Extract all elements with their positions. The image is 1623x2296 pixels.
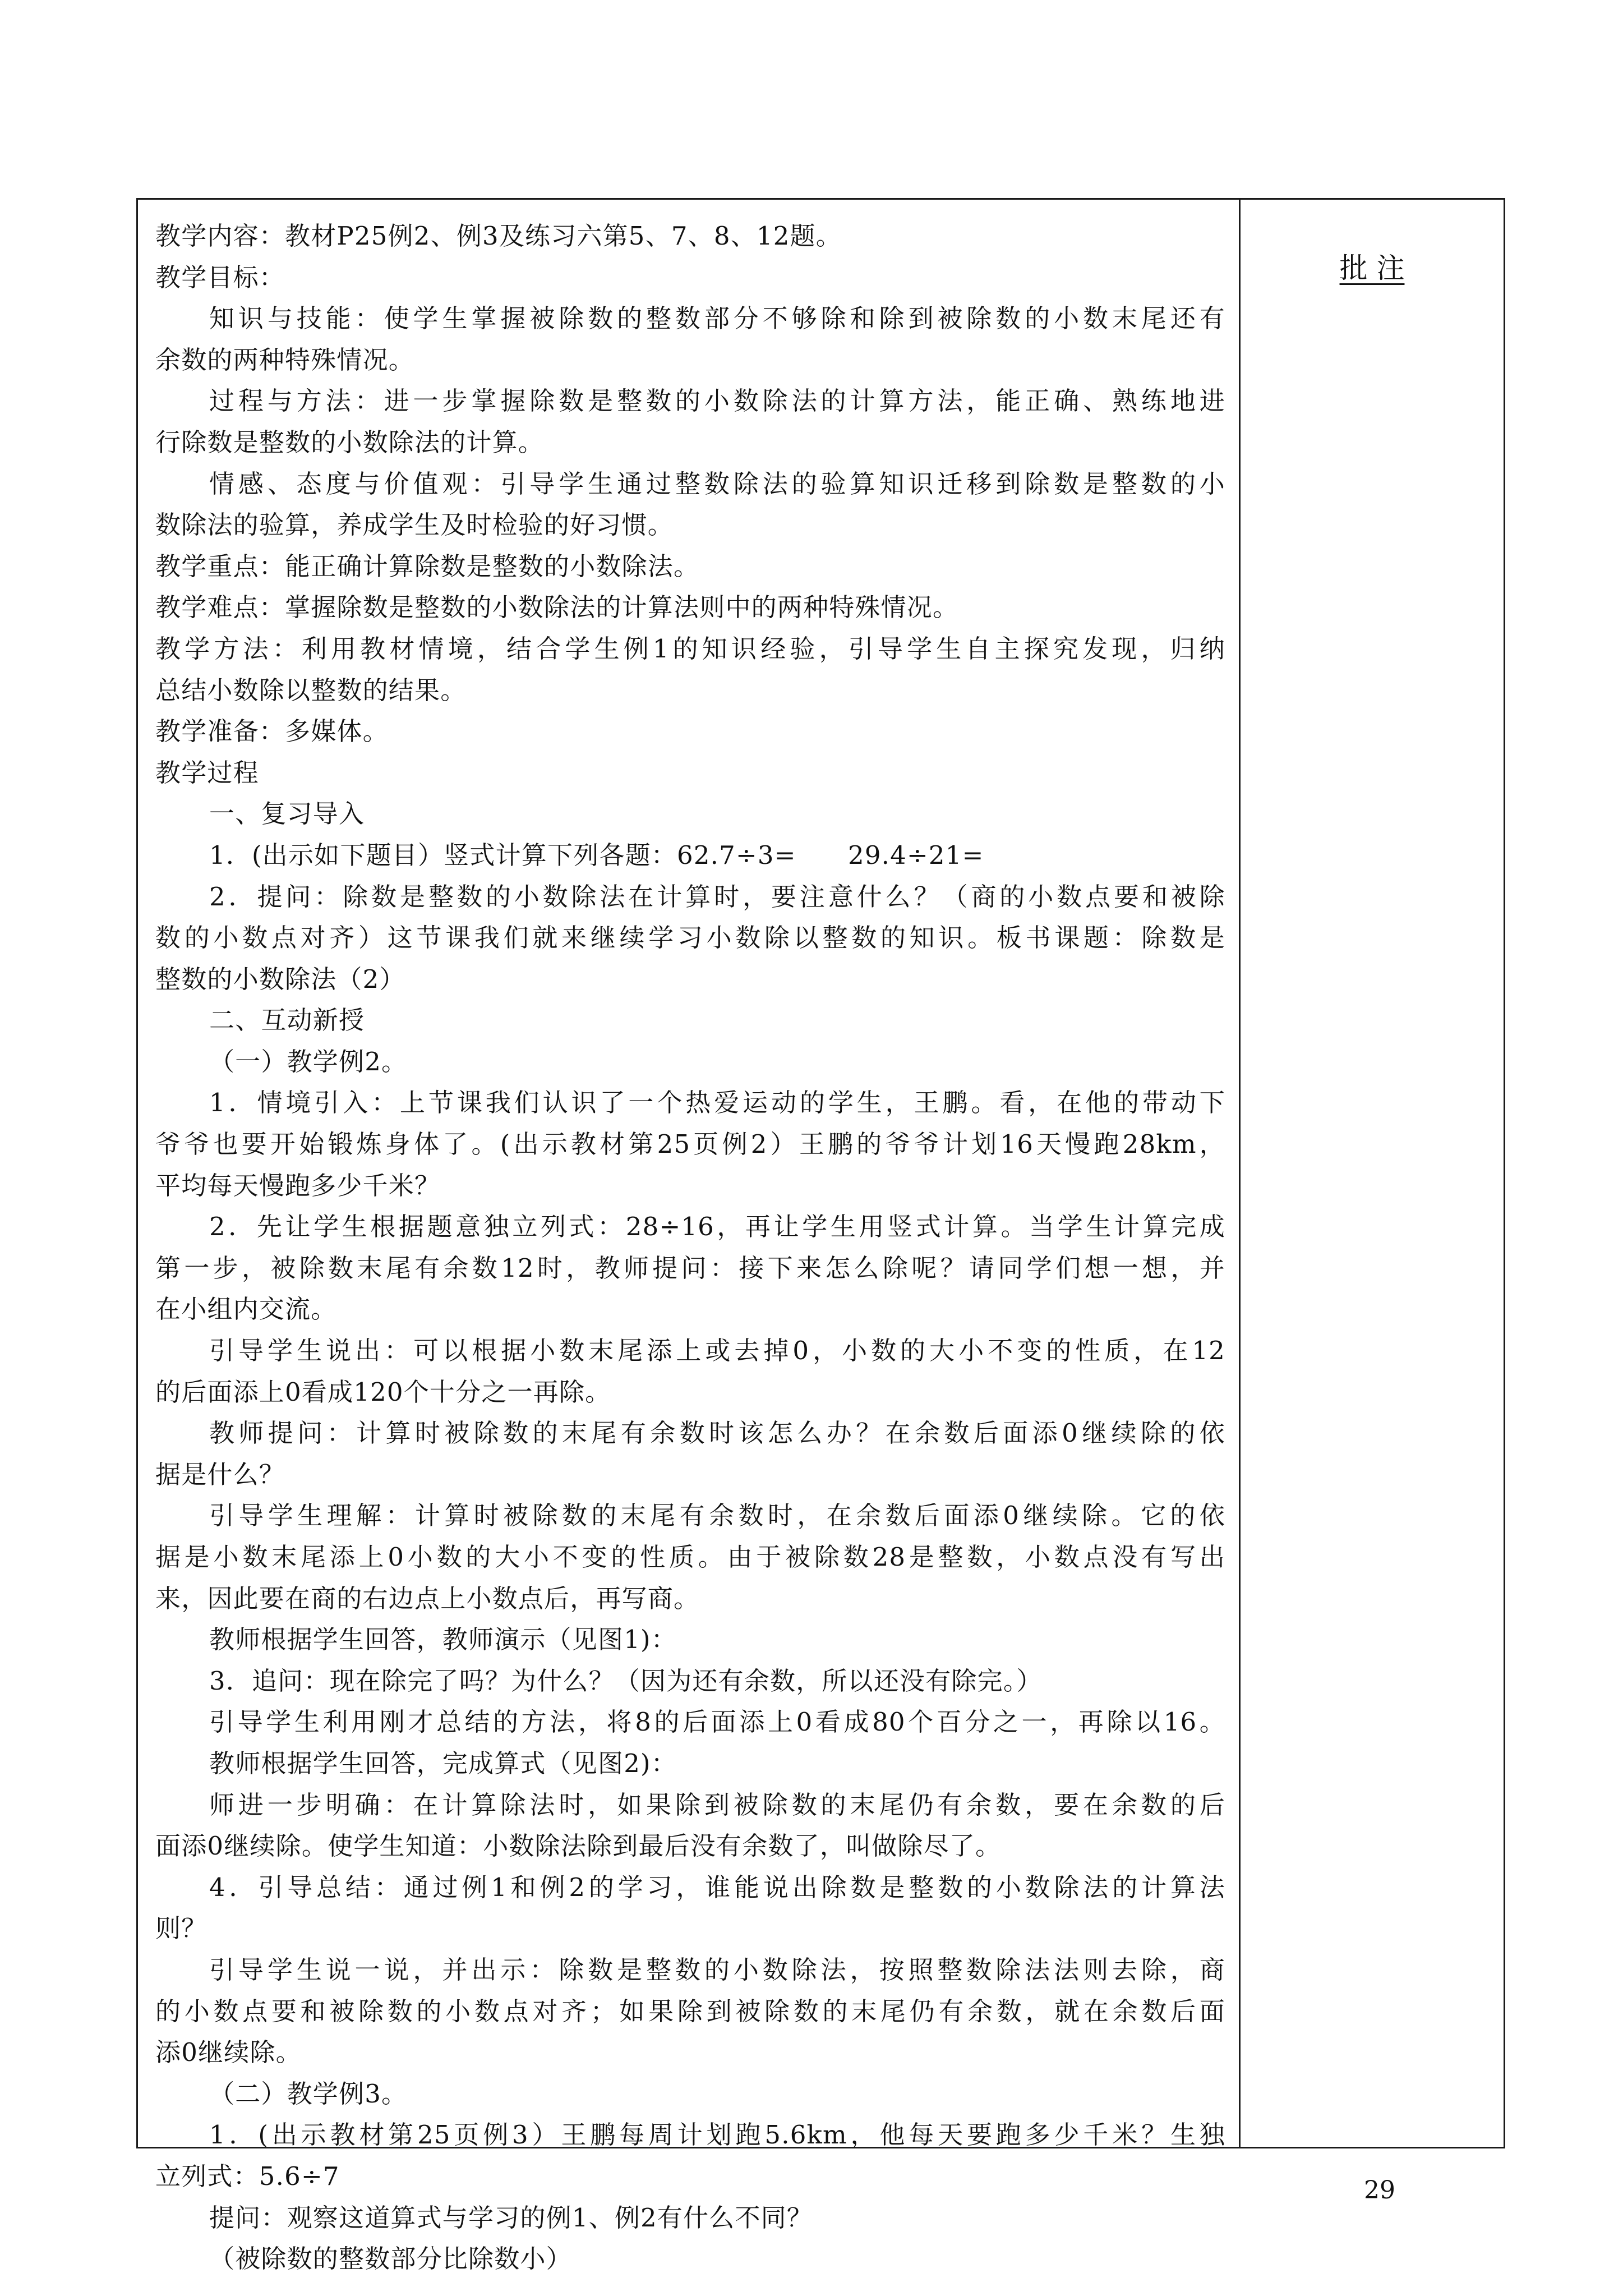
content-line: 教学重点：能正确计算除数是整数的小数除法。 xyxy=(155,551,700,581)
lesson-plan-table xyxy=(136,198,1505,2274)
content-line: 平均每天慢跑多少千米？ xyxy=(155,1170,441,1200)
content-line: 引导学生利用刚才总结的方法，将8的后面添上0看成80个百分之一，再除以16。 xyxy=(209,1707,1225,1737)
lesson-content-cell xyxy=(138,200,1241,2274)
content-line: 整数的小数除法（2） xyxy=(155,964,405,994)
annotation-header: 批 注 xyxy=(1339,252,1405,284)
content-line: 3．追问：现在除完了吗？为什么？（因为还有余数，所以还没有除完。） xyxy=(209,1665,1043,1696)
content-line: （被除数的整数部分比除数小） xyxy=(209,2244,572,2274)
content-line: 情感、态度与价值观：引导学生通过整数除法的验算知识迁移到除数是整数的小 xyxy=(209,468,1225,499)
content-line: 引导学生说一说，并出示：除数是整数的小数除法，按照整数除法法则去除，商 xyxy=(209,1954,1225,1985)
content-line: 第一步，被除数末尾有余数12时，教师提问：接下来怎么除呢？请同学们想一想，并 xyxy=(155,1253,1225,1283)
content-line: 二、互动新授 xyxy=(209,1005,365,1036)
content-line: 引导学生说出：可以根据小数末尾添上或去掉0，小数的大小不变的性质，在12 xyxy=(209,1336,1225,1366)
content-line: 添0继续除。 xyxy=(155,2037,302,2068)
content-line: （一）教学例2。 xyxy=(209,1046,408,1076)
content-line: 余数的两种特殊情况。 xyxy=(155,344,415,375)
content-line: 过程与方法：进一步掌握除数是整数的小数除法的计算方法，能正确、熟练地进 xyxy=(209,386,1225,416)
content-line: 1．(出示教材第25页例3）王鹏每周计划跑5.6km，他每天要跑多少千米？生独 xyxy=(209,2120,1225,2150)
content-line: 2．先让学生根据题意独立列式：28÷16，再让学生用竖式计算。当学生计算完成 xyxy=(209,1212,1225,1242)
content-line: 数的小数点对齐）这节课我们就来继续学习小数除以整数的知识。板书课题：除数是 xyxy=(155,923,1225,953)
content-line: 数除法的验算，养成学生及时检验的好习惯。 xyxy=(155,510,674,540)
content-line: 则？ xyxy=(155,1913,208,1944)
content-line: 教学准备：多媒体。 xyxy=(155,716,389,747)
content-line: 教学目标： xyxy=(155,262,285,292)
content-line: 教师提问：计算时被除数的末尾有余数时该怎么办？在余数后面添0继续除的依 xyxy=(209,1418,1225,1448)
content-line: 知识与技能：使学生掌握被除数的整数部分不够除和除到被除数的小数末尾还有 xyxy=(209,303,1225,334)
content-line: 的后面添上0看成120个十分之一再除。 xyxy=(155,1377,611,1407)
content-line: 来，因此要在商的右边点上小数点后，再写商。 xyxy=(155,1583,700,1613)
content-line: 面添0继续除。使学生知道：小数除法除到最后没有余数了，叫做除尽了。 xyxy=(155,1831,1002,1861)
content-line: 2．提问：除数是整数的小数除法在计算时，要注意什么？（商的小数点要和被除 xyxy=(209,881,1225,912)
content-line: 爷爷也要开始锻炼身体了。(出示教材第25页例2）王鹏的爷爷计划16天慢跑28km， xyxy=(155,1129,1225,1159)
content-line: 据是什么？ xyxy=(155,1459,285,1489)
content-line: 立列式：5.6÷7 xyxy=(155,2161,340,2191)
content-line: 教师根据学生回答，完成算式（见图2)： xyxy=(209,1748,677,1778)
annotation-cell xyxy=(1241,200,1504,2147)
page-number: 29 xyxy=(1364,2176,1395,2205)
content-line: 的小数点要和被除数的小数点对齐；如果除到被除数的末尾仍有余数，就在余数后面 xyxy=(155,1996,1225,2026)
content-line: 提问：观察这道算式与学习的例1、例2有什么不同？ xyxy=(209,2202,813,2233)
content-line: 总结小数除以整数的结果。 xyxy=(155,675,467,705)
content-line: 在小组内交流。 xyxy=(155,1294,337,1324)
content-line: 一、复习导入 xyxy=(209,799,365,829)
content-line: 行除数是整数的小数除法的计算。 xyxy=(155,427,545,457)
content-line: 引导学生理解：计算时被除数的末尾有余数时，在余数后面添0继续除。它的依 xyxy=(209,1501,1225,1531)
content-line: 教学内容：教材P25例2、例3及练习六第5、7、8、12题。 xyxy=(155,221,842,251)
content-line: 教学方法：利用教材情境，结合学生例1的知识经验，引导学生自主探究发现，归纳 xyxy=(155,633,1225,664)
content-line: 教学难点：掌握除数是整数的小数除法的计算法则中的两种特殊情况。 xyxy=(155,592,959,623)
content-line: 教学过程 xyxy=(155,757,259,788)
content-line: 1．情境引入：上节课我们认识了一个热爱运动的学生，王鹏。看，在他的带动下 xyxy=(209,1088,1225,1118)
content-line: 1．(出示如下题目）竖式计算下列各题：62.7÷3= 29.4÷21= xyxy=(209,840,984,870)
content-line: 教师根据学生回答，教师演示（见图1)： xyxy=(209,1625,677,1655)
content-line: 师进一步明确：在计算除法时，如果除到被除数的末尾仍有余数，要在余数的后 xyxy=(209,1789,1225,1820)
content-line: 据是小数末尾添上0小数的大小不变的性质。由于被除数28是整数，小数点没有写出 xyxy=(155,1542,1225,1572)
content-line: 4．引导总结：通过例1和例2的学习，谁能说出除数是整数的小数除法的计算法 xyxy=(209,1872,1225,1902)
content-line: （二）教学例3。 xyxy=(209,2078,408,2109)
